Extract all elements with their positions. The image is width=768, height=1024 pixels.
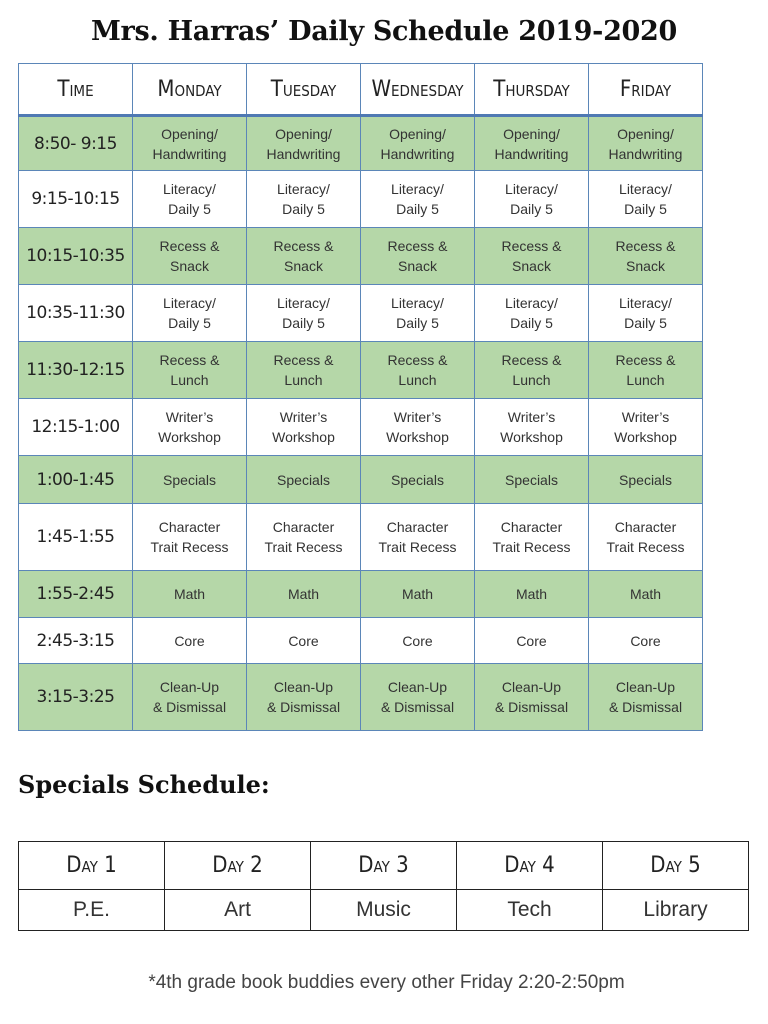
activity-text: Literacy/ Daily 5 [505, 295, 558, 331]
activity-text: Opening/ Handwriting [608, 125, 683, 162]
activity-cell-tuesday [247, 171, 361, 228]
time-cell: 1:45-1:55 [19, 504, 133, 571]
activity-cell-wednesday [361, 504, 475, 571]
activity-cell-friday [589, 342, 703, 399]
activity-cell-wednesday [361, 571, 475, 618]
activity-cell-wednesday [361, 285, 475, 342]
activity-cell-wednesday [361, 399, 475, 456]
time-cell: 2:45-3:15 [19, 618, 133, 664]
schedule-header-row [19, 64, 703, 116]
specials-day-1: Day 1 [19, 842, 165, 890]
activity-text: Opening/ Handwriting [266, 125, 341, 162]
activity-text: Specials [505, 471, 558, 488]
activity-text: Recess & Lunch [387, 352, 448, 388]
activity-cell-thursday [475, 228, 589, 285]
activity-text: Literacy/ Daily 5 [277, 181, 330, 217]
specials-day-4: Day 4 [457, 842, 603, 890]
activity-cell-monday [133, 618, 247, 664]
activity-text: Literacy/ Daily 5 [277, 295, 330, 331]
header-friday: Friday [589, 64, 703, 116]
activity-cell-thursday [475, 342, 589, 399]
specials-subject-5: Library [603, 890, 749, 931]
header-wednesday: Wednesday [361, 64, 475, 116]
footnote: *4th grade book buddies every other Friday 2:20-2:50pm [148, 972, 625, 993]
activity-text: Literacy/ Daily 5 [391, 295, 444, 331]
activity-text: Clean-Up & Dismissal [494, 679, 569, 715]
schedule-row [19, 456, 703, 504]
activity-text: Writer’s Workshop [614, 409, 677, 445]
activity-text: Recess & Snack [615, 238, 676, 274]
specials-day-5: Day 5 [603, 842, 749, 890]
activity-cell-tuesday [247, 571, 361, 618]
activity-text: Recess & Snack [501, 238, 562, 274]
activity-cell-friday [589, 228, 703, 285]
time-cell: 9:15-10:15 [19, 171, 133, 228]
specials-day-2: Day 2 [165, 842, 311, 890]
activity-cell-thursday [475, 664, 589, 731]
schedule-row [19, 618, 703, 664]
activity-text: Recess & Snack [387, 238, 448, 274]
time-cell: 12:15-1:00 [19, 399, 133, 456]
activity-cell-monday [133, 664, 247, 731]
activity-text: Specials [619, 471, 672, 488]
specials-subject-3: Music [311, 890, 457, 931]
activity-cell-friday [589, 664, 703, 731]
schedule-row [19, 504, 703, 571]
activity-text: Writer’s Workshop [158, 409, 221, 445]
activity-cell-monday [133, 399, 247, 456]
time-cell: 10:35-11:30 [19, 285, 133, 342]
specials-schedule-table [18, 841, 749, 931]
activity-cell-tuesday [247, 116, 361, 171]
activity-text: Character Trait Recess [606, 519, 685, 555]
header-thursday: Thursday [475, 64, 589, 116]
activity-cell-monday [133, 504, 247, 571]
activity-text: Math [287, 586, 320, 602]
activity-text: Opening/ Handwriting [152, 125, 227, 162]
activity-text: Writer’s Workshop [500, 409, 563, 445]
activity-text: Character Trait Recess [492, 519, 571, 555]
activity-cell-monday [133, 171, 247, 228]
activity-cell-thursday [475, 116, 589, 171]
time-cell: 11:30-12:15 [19, 342, 133, 399]
page-title: Mrs. Harras’ Daily Schedule 2019-2020 [90, 16, 678, 47]
schedule-row [19, 285, 703, 342]
activity-text: Character Trait Recess [150, 519, 229, 555]
schedule-row [19, 171, 703, 228]
specials-day-3: Day 3 [311, 842, 457, 890]
activity-text: Recess & Snack [273, 238, 334, 274]
activity-cell-wednesday [361, 171, 475, 228]
activity-cell-friday [589, 399, 703, 456]
time-cell: 1:55-2:45 [19, 571, 133, 618]
activity-cell-friday [589, 285, 703, 342]
schedule-row [19, 342, 703, 399]
activity-cell-monday [133, 456, 247, 504]
activity-cell-tuesday [247, 399, 361, 456]
activity-cell-friday [589, 171, 703, 228]
activity-text: Opening/ Handwriting [380, 125, 455, 162]
activity-text: Writer’s Workshop [386, 409, 449, 445]
activity-cell-friday [589, 571, 703, 618]
activity-cell-friday [589, 504, 703, 571]
activity-text: Core [516, 632, 547, 649]
activity-text: Literacy/ Daily 5 [505, 181, 558, 217]
activity-text: Clean-Up & Dismissal [152, 679, 227, 715]
activity-cell-tuesday [247, 285, 361, 342]
activity-cell-thursday [475, 504, 589, 571]
activity-text: Literacy/ Daily 5 [391, 181, 444, 217]
specials-subject-4: Tech [457, 890, 603, 931]
activity-cell-tuesday [247, 618, 361, 664]
activity-cell-thursday [475, 618, 589, 664]
activity-cell-monday [133, 116, 247, 171]
activity-cell-thursday [475, 285, 589, 342]
activity-cell-thursday [475, 456, 589, 504]
activity-text: Opening/ Handwriting [494, 125, 569, 162]
specials-subject-2: Art [165, 890, 311, 931]
activity-text: Character Trait Recess [378, 519, 457, 555]
activity-cell-wednesday [361, 618, 475, 664]
activity-text: Recess & Lunch [159, 352, 220, 388]
activity-cell-monday [133, 342, 247, 399]
activity-text: Core [402, 632, 433, 649]
activity-text: Clean-Up & Dismissal [608, 679, 683, 715]
activity-cell-tuesday [247, 504, 361, 571]
activity-cell-tuesday [247, 456, 361, 504]
activity-text: Literacy/ Daily 5 [619, 295, 672, 331]
header-time: Time [19, 64, 133, 116]
activity-cell-wednesday [361, 342, 475, 399]
time-cell: 3:15-3:25 [19, 664, 133, 731]
time-cell: 10:15-10:35 [19, 228, 133, 285]
activity-text: Math [173, 586, 206, 602]
specials-day-row [19, 842, 749, 890]
activity-cell-monday [133, 228, 247, 285]
activity-cell-friday [589, 456, 703, 504]
activity-text: Character Trait Recess [264, 519, 343, 555]
activity-cell-wednesday [361, 116, 475, 171]
activity-text: Math [515, 586, 548, 602]
schedule-row [19, 228, 703, 285]
activity-text: Literacy/ Daily 5 [619, 181, 672, 217]
activity-cell-wednesday [361, 456, 475, 504]
activity-cell-monday [133, 285, 247, 342]
activity-text: Recess & Lunch [501, 352, 562, 388]
activity-cell-thursday [475, 399, 589, 456]
activity-cell-friday [589, 116, 703, 171]
activity-text: Math [629, 586, 662, 602]
schedule-row [19, 116, 703, 171]
specials-subject-row [19, 890, 749, 931]
activity-text: Core [630, 632, 661, 649]
activity-text: Core [174, 632, 205, 649]
schedule-row [19, 664, 703, 731]
schedule-row [19, 571, 703, 618]
header-tuesday: Tuesday [247, 64, 361, 116]
activity-text: Literacy/ Daily 5 [163, 181, 216, 217]
activity-cell-wednesday [361, 228, 475, 285]
schedule-row [19, 399, 703, 456]
time-cell: 8:50- 9:15 [19, 116, 133, 171]
activity-text: Clean-Up & Dismissal [266, 679, 341, 715]
activity-text: Clean-Up & Dismissal [380, 679, 455, 715]
activity-cell-thursday [475, 171, 589, 228]
daily-schedule-table [18, 63, 703, 731]
activity-cell-monday [133, 571, 247, 618]
activity-text: Math [401, 586, 434, 602]
activity-text: Specials [391, 471, 444, 488]
activity-cell-wednesday [361, 664, 475, 731]
activity-text: Literacy/ Daily 5 [163, 295, 216, 331]
activity-text: Recess & Lunch [273, 352, 334, 388]
specials-heading: Specials Schedule: [18, 770, 270, 799]
activity-text: Recess & Lunch [615, 352, 676, 388]
time-cell: 1:00-1:45 [19, 456, 133, 504]
activity-text: Recess & Snack [159, 238, 220, 274]
activity-cell-tuesday [247, 228, 361, 285]
activity-cell-thursday [475, 571, 589, 618]
activity-text: Core [288, 632, 319, 649]
activity-text: Specials [163, 471, 216, 488]
activity-cell-friday [589, 618, 703, 664]
activity-cell-tuesday [247, 342, 361, 399]
activity-cell-tuesday [247, 664, 361, 731]
header-monday: Monday [133, 64, 247, 116]
specials-subject-1: P.E. [19, 890, 165, 931]
activity-text: Writer’s Workshop [272, 409, 335, 445]
activity-text: Specials [277, 471, 330, 488]
